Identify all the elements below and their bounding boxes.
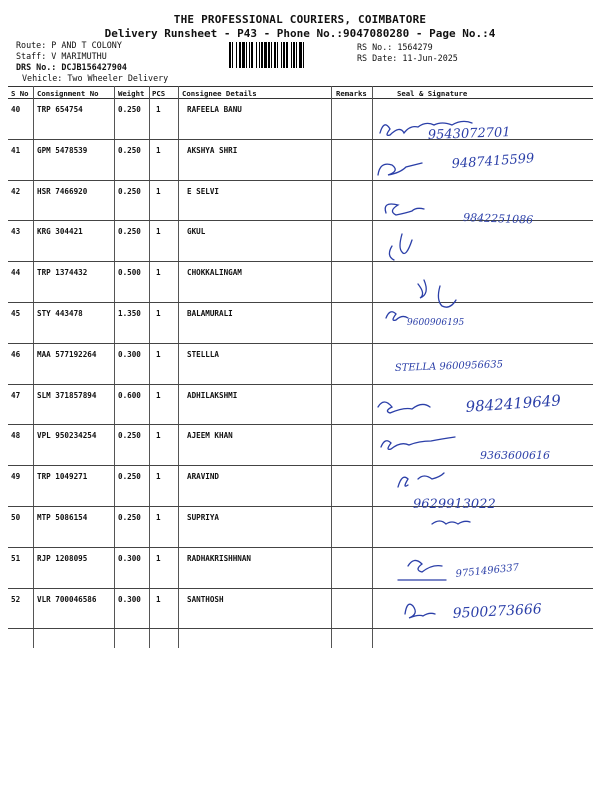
row-weight: 0.250 [118,472,141,482]
drs-label: DRS No.: DCJB156427904 [16,62,127,72]
row-consignment-no: STY 443478 [37,309,83,318]
row-consignment-no: KRG 304421 [37,227,83,237]
row-consignee: CHOKKALINGAM [187,268,242,278]
row-weight: 0.300 [118,553,141,563]
row-pcs: 1 [156,431,161,441]
row-pcs: 1 [156,309,161,318]
handwritten-phone: 9500273666 [452,601,543,622]
row-consignment-no: VLR 700046586 [37,594,97,604]
row-consignment-no: TRP 654754 [37,105,83,114]
row-consignee: AJEEM KHAN [187,431,233,441]
staff-label: Staff: V MARIMUTHU [16,51,107,61]
col-consignee: Consignee Details [182,89,257,98]
signature-scribble [386,312,408,321]
row-consignee: RADHAKRISHHNAN [187,553,252,563]
handwritten-phone: 9600906195 [407,318,465,328]
row-weight: 0.250 [118,431,141,441]
handwritten-phone: 9842251086 [462,211,534,227]
signature-scribble [389,234,412,260]
row-sno: 48 [11,431,21,441]
row-weight: 0.250 [118,227,141,237]
row-sno: 40 [11,105,21,114]
row-sno: 49 [11,472,21,482]
row-consignee: ADHILAKSHMI [187,390,238,400]
row-pcs: 1 [156,513,161,522]
row-sno: 44 [11,268,21,278]
row-sno: 43 [11,227,21,237]
signature-scribble [398,473,444,487]
handwritten-phone: 9543072701 [427,125,511,143]
col-sno: S No [11,89,29,98]
row-pcs: 1 [156,594,161,604]
row-consignment-no: MAA 577192264 [37,349,97,359]
row-sno: 47 [11,390,21,400]
col-seal: Seal & Signature [397,89,468,98]
row-pcs: 1 [156,349,161,359]
row-consignee: SUPRIYA [187,513,220,522]
signature-scribble [405,604,435,618]
row-pcs: 1 [156,268,161,278]
handwritten-phone: 9487415599 [451,151,535,172]
row-consignment-no: HSR 7466920 [37,186,88,196]
runsheet-subtitle: Delivery Runsheet - P43 - Phone No.:9047080280 - Page No.:4 [104,27,496,40]
row-pcs: 1 [156,472,161,482]
signature-scribble [378,402,430,413]
row-sno: 50 [11,513,21,522]
route-label: Route: P AND T COLONY [16,40,122,50]
handwritten-phone: 9751496337 [455,562,520,580]
row-consignee: GKUL [187,227,206,237]
col-remarks: Remarks [336,89,367,98]
handwritten-phone: 9842419649 [465,391,562,416]
row-pcs: 1 [156,105,161,114]
handwritten-phone: STELLA 9600956635 [394,359,504,374]
row-weight: 1.350 [118,309,141,318]
row-consignment-no: VPL 950234254 [37,431,97,441]
handwritten-phone: 9363600616 [480,449,550,462]
row-weight: 0.300 [118,349,141,359]
row-pcs: 1 [156,186,161,196]
row-consignee: AKSHYA SHRI [187,145,238,155]
row-sno: 42 [11,186,21,196]
row-consignment-no: TRP 1049271 [37,472,88,482]
row-consignment-no: TRP 1374432 [37,268,88,278]
rs-date-label: RS Date: 11-Jun-2025 [357,53,458,63]
signature-scribble [378,163,422,175]
col-pcs: PCS [152,89,166,98]
row-pcs: 1 [156,553,161,563]
row-weight: 0.250 [118,513,141,522]
row-pcs: 1 [156,227,161,237]
row-consignee: STELLLA [187,349,220,359]
row-consignment-no: MTP 5086154 [37,513,88,522]
row-consignee: SANTHOSH [187,594,224,604]
signature-scribble [385,204,424,215]
signature-scribble [398,560,446,580]
rs-no-label: RS No.: 1564279 [357,42,433,52]
row-consignment-no: SLM 371857894 [37,390,97,400]
row-consignee: RAFEELA BANU [187,105,242,114]
row-weight: 0.250 [118,186,141,196]
signature-scribble [418,280,456,307]
row-consignee: ARAVIND [187,472,220,482]
row-sno: 46 [11,349,21,359]
row-pcs: 1 [156,390,161,400]
signature-scribble [432,521,470,524]
row-pcs: 1 [156,145,161,155]
row-weight: 0.250 [118,145,141,155]
row-weight: 0.600 [118,390,141,400]
row-consignee: BALAMURALI [187,309,233,318]
row-weight: 0.300 [118,594,141,604]
handwritten-phone: 9629913022 [413,497,496,512]
col-consignment: Consignment No [37,89,99,98]
row-weight: 0.500 [118,268,141,278]
row-consignment-no: GPM 5478539 [37,145,88,155]
row-weight: 0.250 [118,105,141,114]
row-sno: 41 [11,145,21,155]
row-sno: 51 [11,553,21,563]
row-sno: 52 [11,594,21,604]
signature-scribble [381,437,455,449]
row-sno: 45 [11,309,21,318]
vehicle-label: Vehicle: Two Wheeler Delivery [22,73,169,83]
company-title: THE PROFESSIONAL COURIERS, COIMBATORE [173,13,427,26]
col-weight: Weight [118,89,145,98]
row-consignment-no: RJP 1208095 [37,553,88,563]
row-consignee: E SELVI [187,186,220,196]
